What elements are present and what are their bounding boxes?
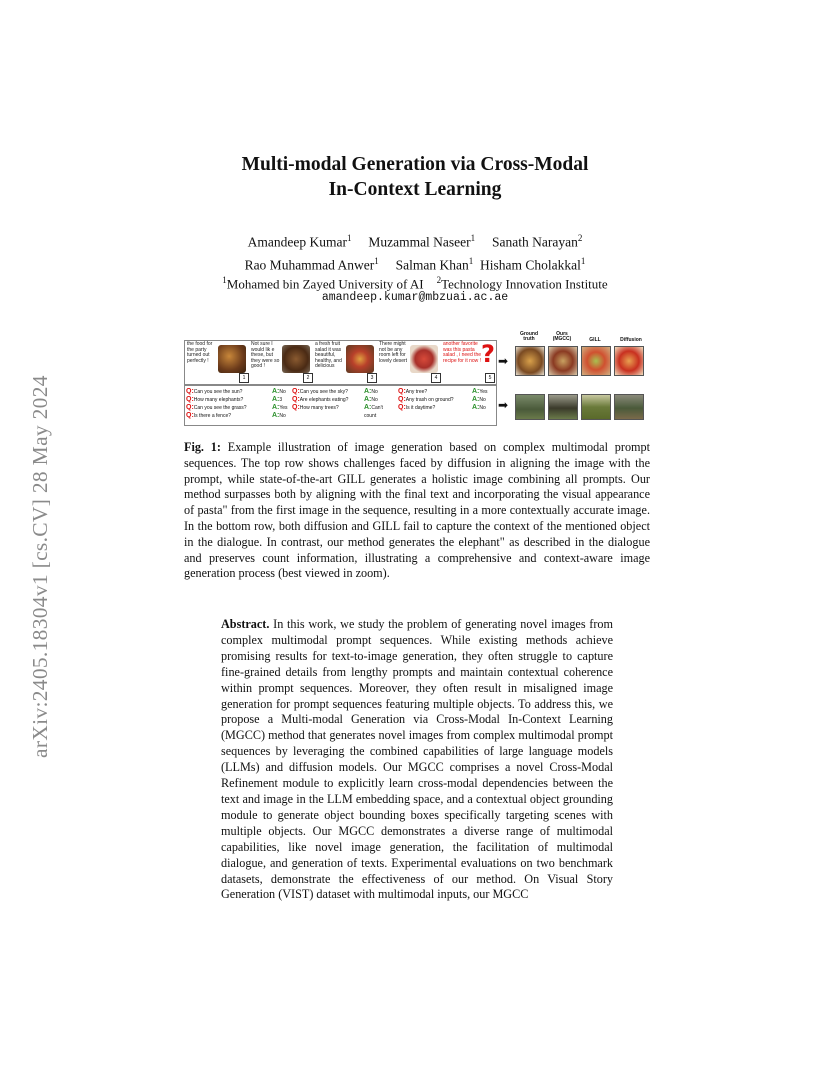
affiliation: Technology Innovation Institute (441, 276, 608, 292)
figure-1: the food for the party turned out perfectly ! 1 Not sure I would lik e these, but they were so good ! 2 a fresh fruit salad it was beautiful, healthy, and delicious 3 There might not be any room left for lovely desert 4 another favorite was this pasta salad , i need the recipe for it now ! 5 ? ➡ Ground truth Ours (MGCC) GILL Diffusion Q:Can you see the sun? Q:How many elephants? Q:Can you see the grass? Q:Is there a fence? A:No A:3 A:Yes A:No Q:Can you see the sky? Q:Are elephants eating? Q:How many trees? A:No A:No A:Can't count Q:Any tree? Q:Any trash on ground? Q:Is it daytime? A:Yes A:No A:No ➡ (184, 330, 650, 430)
question-mark-icon: ? (481, 340, 495, 368)
title-line-2: In-Context Learning (328, 179, 502, 200)
mgcc-image (548, 346, 578, 376)
author-name: Amandeep Kumar (247, 234, 347, 250)
qa-column: Q:Any tree? Q:Any trash on ground? Q:Is it daytime? (398, 388, 454, 411)
arrow-icon: ➡ (498, 354, 509, 368)
qa-column: Q:Can you see the sky? Q:Are elephants eating? Q:How many trees? (292, 388, 349, 411)
title-line-1: Multi-modal Generation via Cross-Modal (241, 154, 589, 175)
prompt-panel: another favorite was this pasta salad , i need the recipe for it now ! 5 (441, 341, 496, 385)
arrow-icon: ➡ (498, 398, 509, 412)
prompt-sequence (184, 340, 497, 386)
affiliations: $^1$Mohamed bin Zayed University of AI $^2$Technology Innovation Institute (222, 275, 608, 292)
diffusion-image (614, 346, 644, 376)
author-name: Muzammal Naseer (368, 234, 471, 250)
abstract-text: In this work, we study the problem of generating novel images from complex multimodal prompt sequences. While existing methods achieve promising results for text-to-image generation, they often struggle to capture fine-grained details from lengthy prompts and maintain contextual coherence within prompt sequences. Moreover, they often result in misaligned image generation for prompt sequences featuring multiple objects. To address this, we propose a Multi-modal Generation via Cross-Modal In-Context Learning (MGCC) method that generates novel images from complex multimodal prompt sequences by leveraging the combined capabilities of large language models (LLMs) and diffusion models. Our MGCC comprises a novel Cross-Modal Refinement module to explicitly learn cross-modal dependencies between the text and image in the LLM embedding space, and a contextual object grounding module to generate object bounding boxes specifically targeting scenes with multiple objects. Our MGCC demonstrates a diverse range of multimodal capabilities, like novel image generation, the facilitation of multimodal dialogue, and generation of texts. Experimental evaluations on two benchmark datasets, demonstrate the effectiveness of our method. On Visual Story Generation (VIST) dataset with multimodal inputs, our MGCC (221, 617, 614, 902)
ground-truth-image (515, 346, 545, 376)
food-image (218, 345, 246, 373)
mgcc-image (548, 394, 578, 420)
author-name: Sanath Narayan (492, 234, 578, 250)
figure-caption (184, 440, 650, 582)
author-name: Rao Muhammad Anwer (244, 257, 375, 272)
affiliation: Mohamed bin Zayed University of AI (226, 276, 424, 292)
food-image (410, 345, 438, 373)
food-image (346, 345, 374, 373)
prompt-panel: a fresh fruit salad it was beautiful, healthy, and delicious 3 (313, 341, 377, 385)
abstract-label: Abstract. (221, 617, 270, 631)
prompt-panel: Not sure I would lik e these, but they were so good ! 2 (249, 341, 313, 385)
email: amandeep.kumar@mbzuai.ac.ae (321, 291, 509, 304)
diffusion-image (614, 394, 644, 420)
ground-truth-image (515, 394, 545, 420)
qa-answers: A:Yes A:No A:No (472, 388, 488, 411)
author-name: Hisham Cholakkal (480, 257, 581, 272)
qa-answers: A:No A:3 A:Yes A:No (272, 388, 288, 419)
author-name: Salman Khan (395, 257, 469, 272)
food-image (282, 345, 310, 373)
abstract (221, 617, 613, 903)
paper-title (160, 152, 670, 202)
arxiv-stamp-text: arXiv:2405.18304v1 [cs.CV] 28 May 2024 (28, 375, 52, 758)
qa-answers: A:No A:No A:Can't count (364, 388, 383, 419)
gill-image (581, 394, 611, 420)
author-list: Amandeep Kumar$^1$ Muzammal Naseer$^1$ Sanath Narayan$^2$ Rao Muhammad Anwer$^1$ Salman Khan$^1$ Hisham Cholakkal$^1$ (244, 233, 586, 272)
qa-column: Q:Can you see the sun? Q:How many elephants? Q:Can you see the grass? Q:Is there a fence? (186, 388, 247, 419)
arxiv-stamp (21, 278, 57, 758)
gill-image (581, 346, 611, 376)
prompt-panel: the food for the party turned out perfectly ! 1 (185, 341, 249, 385)
caption-label: Fig. 1: (184, 440, 221, 454)
caption-text: Example illustration of image generation based on complex multimodal prompt sequences. The top row shows challenges faced by diffusion in aligning the image with the prompt, while state-of-the-art GILL generates a holistic image combining all prompts. Our method surpasses both by aligning with the final text and incorporating the visual appearance of pasta" from the first image in the sequence, resulting in a more contextually accurate image. In the bottom row, both diffusion and GILL fail to capture the context of the mentioned object in the dialogue. In contrast, our method generates the elephant" as described in the dialogue and preserves count information, illustrating a comprehensive and context-aware image generation process (best viewed in zoom). (184, 440, 651, 581)
prompt-panel: There might not be any room left for lovely desert 4 (377, 341, 441, 385)
